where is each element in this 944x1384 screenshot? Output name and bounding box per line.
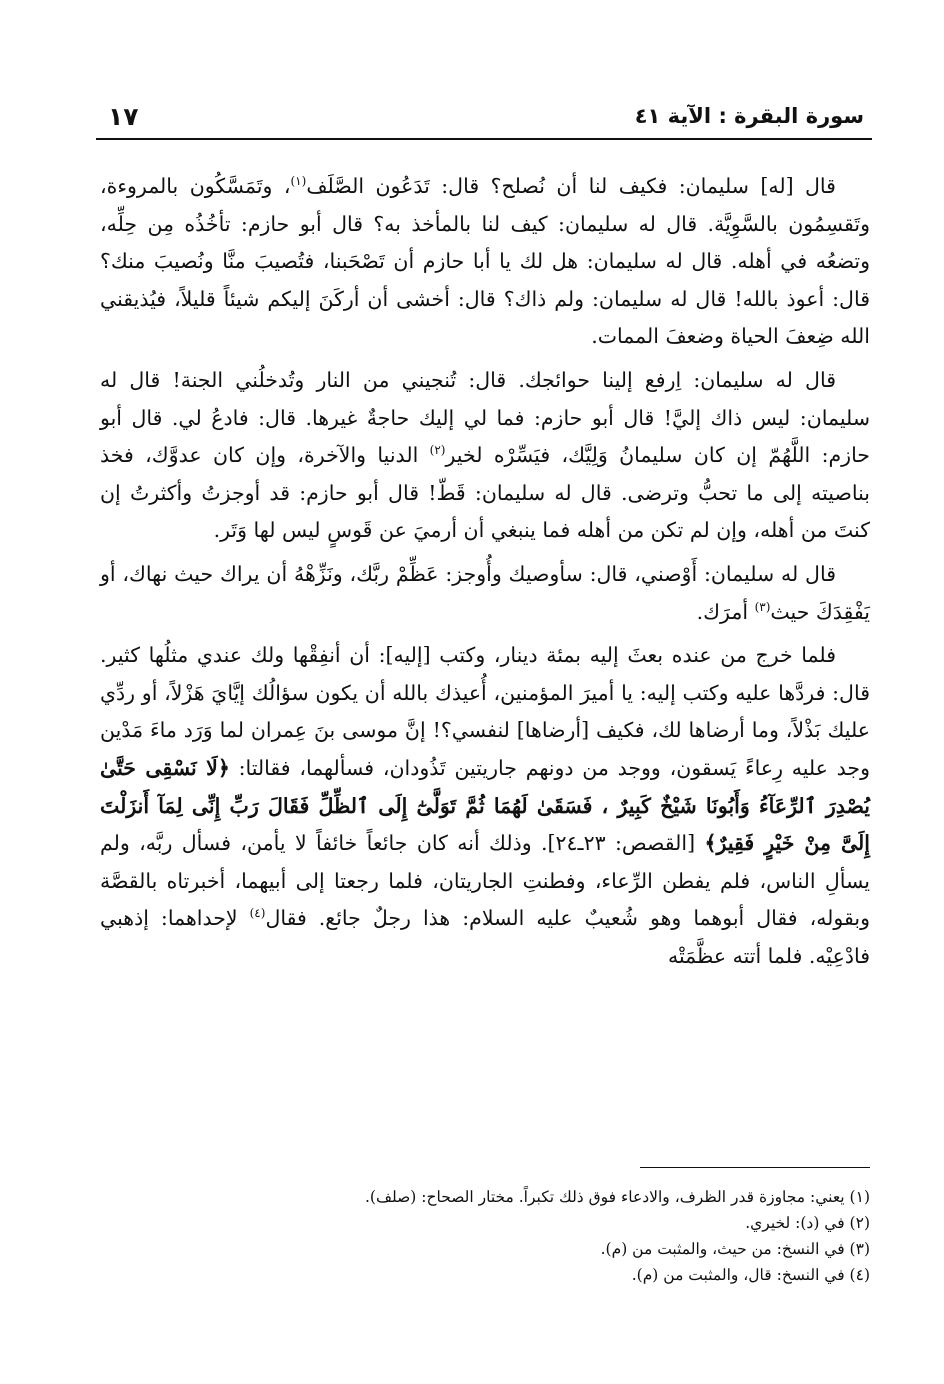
text-run: ، وتَمَسَّكُون بالمروءة، وتَقسِمُون بالسَّوِيَّة. قال له سليمان: كيف لنا بالمأخذ به؟ قال أبو حازم: تأخُذُه مِن حِلِّه، وتضعُه في أهله. قال له سليمان: هل لك يا أبا حازم أن تَصْحَبنا، فتُصيبَ منَّا ونُصيبَ منك؟ قال: أعوذ بالله! قال له سليمان: ولم ذاك؟ قال: أخشى أن أركَنَ إليكم شيئاً قليلاً، فيُذيقني الله ضِعفَ الحياة وضعفَ الممات. bbox=[100, 174, 870, 349]
page-number: ١٧ bbox=[108, 101, 139, 131]
paragraph-1 bbox=[100, 168, 870, 356]
page-header bbox=[108, 96, 864, 136]
text-run: قال له سليمان: أَوْصني، قال: سأوصيك وأُوجز: عَظِّمْ ربَّك، ونَزِّهْهُ أن يراك حيث نهاك، أو يَفْقِدَكَ حيث bbox=[100, 561, 870, 624]
paragraph-3 bbox=[100, 556, 870, 631]
header-rule bbox=[96, 138, 872, 140]
text-run: الدنيا والآخرة، وإن كان عدوَّك، فخذ بناصيته إلى ما تحبُّ وترضى. قال له سليمان: قَطّ! قال أبو حازم: قد أوجزتُ وأكثرتُ إن كنتَ من أهله، وإن لم تكن من أهله فما ينبغي أن أرميَ عن قَوسٍ ليس لها وَتَر. bbox=[100, 443, 870, 543]
footnote-2: (٢) في (د): لخيري. bbox=[745, 1214, 870, 1232]
text-run: أمرَك. bbox=[696, 599, 755, 624]
running-title: سورة البقرة : الآية ٤١ bbox=[634, 104, 864, 128]
paragraph-2 bbox=[100, 362, 870, 550]
footnote-ref: (٢) bbox=[429, 443, 446, 458]
body-text bbox=[100, 168, 870, 981]
footnote-rule bbox=[640, 1167, 870, 1168]
footnote-ref: (٤) bbox=[249, 906, 266, 921]
quran-quote: ﴿لَا نَسْقِى حَتَّىٰ يُصْدِرَ ٱلرِّعَآءُ وَأَبُونَا شَيْخٌ كَبِيرٌ ، فَسَقَىٰ لَهُمَا ثُمَّ تَوَلَّىٰٓ إِلَى ٱلظِّلِّ فَقَالَ رَبِّ إِنِّى لِمَآ أَنزَلْتَ إِلَىَّ مِنْ خَيْرٍ فَقِيرٌ﴾ bbox=[100, 755, 870, 856]
footnote-1: (١) يعني: مجاوزة قدر الظرف، والادعاء فوق ذلك تكبراً. مختار الصحاح: (صلف). bbox=[364, 1188, 870, 1206]
text-run: قال [له] سليمان: فكيف لنا أن نُصلح؟ قال: تَدَعُون الصَّلَف bbox=[306, 174, 836, 198]
footnote-ref: (٣) bbox=[754, 599, 771, 614]
text-run: [القصص: ٢٣ـ٢٤]. وذلك أنه كان جائعاً خائفاً لا يأمن، فسأل ربَّه، ولم يسألِ الناس، فلم يفطن الرِّعاء، وفطنتِ الجاريتان، فلما رجعتا إلى أبيهما، أخبرتاه بالقصَّة وبقوله، فقال أبوهما وهو شُعيبٌ عليه السلام: هذا رجلٌ جائع. فقال bbox=[100, 831, 870, 931]
text-run: فلما خرج من عنده بعثَ إليه بمئة دينار، وكتب [إليه]: أن أنفِقْها ولك عندي مثلُها كثير. قال: فردَّها عليه وكتب إليه: يا أميرَ المؤمنين، أُعيذك بالله أن يكون سؤالُك إيَّايَ هَزْلاً، أو ردِّي عليك بَذْلاً، وما أرضاها لك، فكيف [أرضاها] لنفسي؟! إنَّ موسى بنَ عِمران لما وَرَد ماءَ مَدْين وجد عليه رِعاءً يَسقون، ووجد من دونهم جاريتين تَذُودان، فسألهما، فقالتا: bbox=[100, 643, 870, 780]
paragraph-4 bbox=[100, 637, 870, 975]
footnote-4: (٤) في النسخ: قال، والمثبت من (م). bbox=[631, 1266, 870, 1284]
footnote-ref: (١) bbox=[290, 174, 307, 189]
footnote-3: (٣) في النسخ: من حيث، والمثبت من (م). bbox=[600, 1240, 870, 1258]
text-run: قال له سليمان: اِرفع إلينا حوائجك. قال: تُنجيني من النار وتُدخلُني الجنة! قال له سليمان: ليس ذاك إليَّ! قال أبو حازم: فما لي إليك حاجةٌ غيرها. قال: فادعُ لي. قال أبو حازم: اللَّهُمّ إن كان سليمانُ وَلِيَّك، فيَسِّرْه لخير bbox=[100, 367, 870, 468]
footnotes bbox=[120, 1184, 870, 1288]
text-run: لإحداهما: إذهبي فادْعِيْه. فلما أتته عظَّمَتْه bbox=[100, 906, 870, 968]
